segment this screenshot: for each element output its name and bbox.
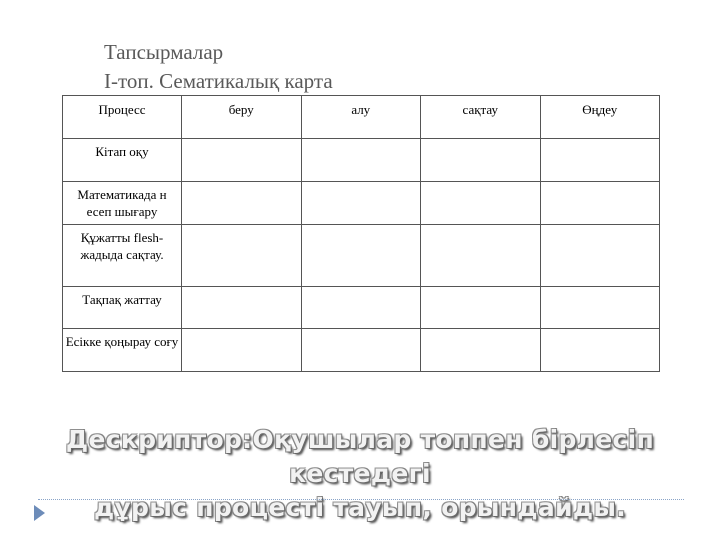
footer-divider: [38, 499, 684, 500]
process-cell: Кітап оқу: [63, 139, 182, 182]
header-store: сақтау: [421, 96, 541, 139]
descriptor-line-1: Дескриптор:Оқушылар топпен бірлесіп кестедегі: [65, 425, 655, 488]
table-header-row: [63, 96, 660, 139]
empty-cell[interactable]: [540, 225, 660, 287]
header-process-data: Өңдеу: [540, 96, 660, 139]
empty-cell[interactable]: [182, 329, 302, 372]
descriptor-text: [30, 423, 690, 525]
table-row: [63, 182, 660, 225]
empty-cell[interactable]: [301, 182, 421, 225]
table-row: [63, 329, 660, 372]
semantic-map-table: [62, 95, 660, 372]
process-cell: Тақпақ жаттау: [63, 287, 182, 329]
group-subtitle: І-топ. Сематикалық карта: [104, 69, 333, 93]
empty-cell[interactable]: [182, 182, 302, 225]
slide-title: Тапсырмалар: [104, 40, 224, 64]
empty-cell[interactable]: [421, 225, 541, 287]
empty-cell[interactable]: [421, 139, 541, 182]
empty-cell[interactable]: [301, 287, 421, 329]
empty-cell[interactable]: [540, 182, 660, 225]
process-cell: Құжатты flesh-жадыда сақтау.: [63, 225, 182, 287]
empty-cell[interactable]: [421, 329, 541, 372]
process-cell: Математикада н есеп шығару: [63, 182, 182, 225]
empty-cell[interactable]: [301, 139, 421, 182]
header-give: беру: [182, 96, 302, 139]
table-row: [63, 225, 660, 287]
empty-cell[interactable]: [421, 182, 541, 225]
empty-cell[interactable]: [421, 287, 541, 329]
header-process: Процесс: [63, 96, 182, 139]
descriptor-line-2: дұрыс процесті тауып, орындайды.: [93, 493, 627, 522]
triangle-bullet-icon: [34, 505, 45, 521]
empty-cell[interactable]: [301, 329, 421, 372]
header-receive: алу: [301, 96, 421, 139]
empty-cell[interactable]: [182, 225, 302, 287]
empty-cell[interactable]: [182, 287, 302, 329]
process-cell: Есікке қоңырау соғу: [63, 329, 182, 372]
table-row: [63, 287, 660, 329]
empty-cell[interactable]: [540, 329, 660, 372]
table-row: [63, 139, 660, 182]
empty-cell[interactable]: [182, 139, 302, 182]
empty-cell[interactable]: [540, 287, 660, 329]
empty-cell[interactable]: [540, 139, 660, 182]
empty-cell[interactable]: [301, 225, 421, 287]
title-block: [104, 38, 333, 96]
